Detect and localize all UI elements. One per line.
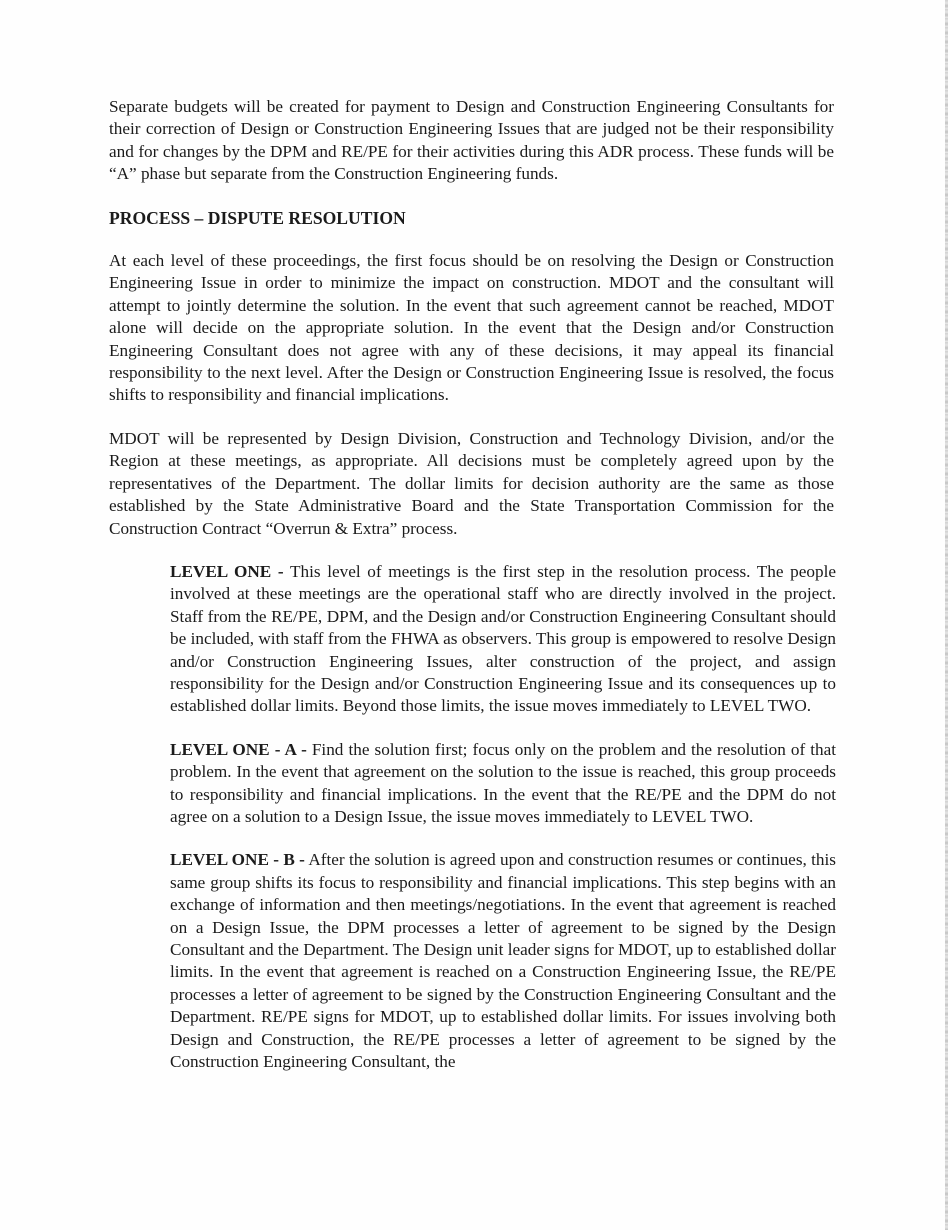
- paragraph-representation: MDOT will be represented by Design Division, Construction and Technology Division, and/or the Region at these meetings, as appropriate. All decisions must be completely agreed upon by the representatives of the Department. The dollar limits for decision authority are the same as those established by the State Administrative Board and the State Transportation Commission for the Construction Contract “Overrun & Extra” process.: [109, 428, 834, 538]
- level-one-text: This level of meetings is the first step in the resolution process. The people involved at these meetings are the operational staff who are directly involved in the project. Staff from the RE/PE, DPM, and the Design and/or Construction Engineering Consultant should be included, with staff from the FHWA as observers. This group is empowered to resolve Design and/or Construction Engineering Issues, alter construction of the project, and assign responsibility for the Design and/or Construction Engineering Issue and its consequences up to established dollar limits. Beyond those limits, the issue moves immediately to LEVEL TWO.: [170, 561, 836, 716]
- level-one-b-block: [170, 849, 836, 1073]
- level-one-a-block: [170, 739, 836, 829]
- section-heading: PROCESS – DISPUTE RESOLUTION: [109, 207, 406, 228]
- intro-paragraph: Separate budgets will be created for payment to Design and Construction Engineering Consultants for their correction of Design or Construction Engineering Issues that are judged not be their responsibility and for changes by the DPM and RE/PE for their activities during this ADR process. These funds will be “A” phase but separate from the Construction Engineering funds.: [109, 97, 834, 184]
- level-one-block: [170, 561, 836, 718]
- paragraph-focus: At each level of these proceedings, the first focus should be on resolving the Design or Construction Engineering Issue in order to minimize the impact on construction. MDOT and the consultant will attempt to jointly determine the solution. In the event that such agreement cannot be reached, MDOT alone will decide on the appropriate solution. In the event that the Design and/or Construction Engineering Consultant does not agree with any of these decisions, it may appeal its financial responsibility to the next level. After the Design or Construction Engineering Issue is resolved, the focus shifts to responsibility and financial implications.: [109, 251, 834, 405]
- level-one-a-label: LEVEL ONE - A -: [170, 739, 307, 759]
- level-one-a-text: Find the solution first; focus only on the problem and the resolution of that problem. In the event that agreement on the solution to the issue is reached, this group proceeds to responsibility and financial implications. In the event that the RE/PE and the DPM do not agree on a solution to a Design Issue, the issue moves immediately to LEVEL TWO.: [170, 739, 837, 826]
- scan-edge-artifact: [945, 0, 948, 1230]
- level-one-b-text: After the solution is agreed upon and construction resumes or continues, this same group shifts its focus to responsibility and financial implications. This step begins with an exchange of information and then meetings/negotiations. In the event that agreement is reached on a Design Issue, the DPM processes a letter of agreement to be signed by the Design Consultant and the Department. The Design unit leader signs for MDOT, up to established dollar limits. In the event that agreement is reached on a Construction Engineering Issue, the RE/PE processes a letter of agreement to be signed by the Construction Engineering Consultant and the Department. RE/PE signs for MDOT, up to established dollar limits. For issues involving both Design and Construction, the RE/PE processes a letter of agreement to be signed by the Construction Engineering Consultant, the: [170, 850, 836, 1072]
- level-one-label: LEVEL ONE -: [170, 561, 284, 581]
- level-one-b-label: LEVEL ONE - B -: [170, 850, 305, 870]
- document-body: [109, 96, 837, 1073]
